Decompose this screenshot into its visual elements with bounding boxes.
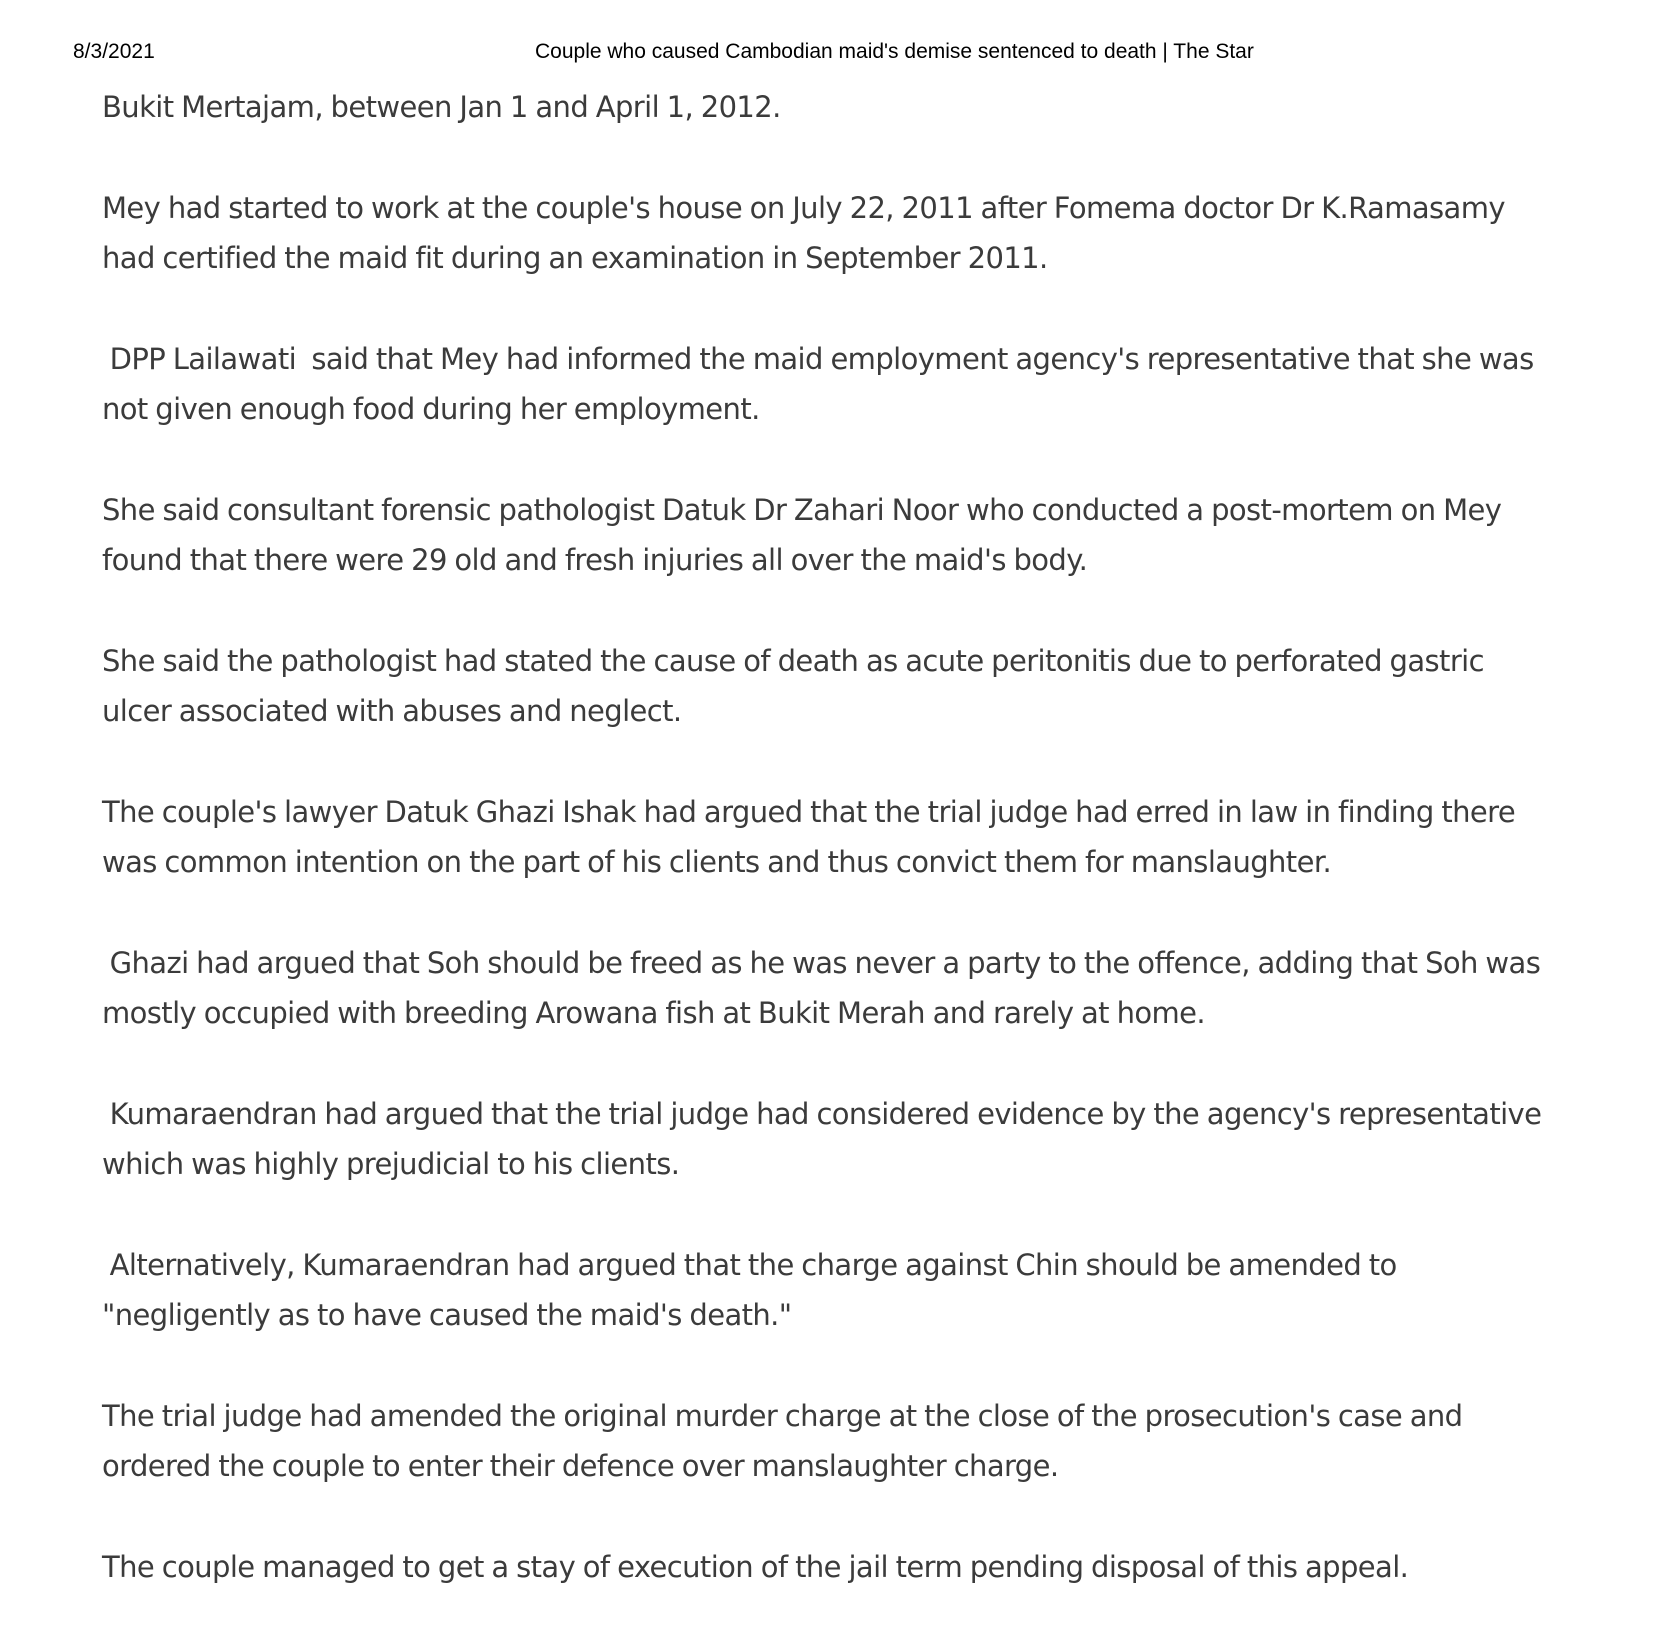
article-paragraph: Ghazi had argued that Soh should be freed as he was never a party to the offence, adding that Soh was mostly occupied with breeding Arowana fish at Bukit Merah and rarely at home. [102,946,1548,1030]
article-body [102,82,1552,1643]
article-paragraph: Bukit Mertajam, between Jan 1 and April 1, 2012. [102,90,781,124]
article-paragraph: DPP Lailawati said that Mey had informed the maid employment agency's representative that she was not given enough food during her employment. [102,342,1542,426]
article-paragraph: Mey had started to work at the couple's house on July 22, 2011 after Fomema doctor Dr K.Ramasamy had certified the maid fit during an examination in September 2011. [102,191,1513,275]
article-paragraph: Kumaraendran had argued that the trial judge had considered evidence by the agency's representative which was highly prejudicial to his clients. [102,1097,1549,1181]
print-header [0,40,1653,70]
article-paragraph: The couple managed to get a stay of execution of the jail term pending disposal of this appeal. [102,1550,1409,1584]
article-paragraph: The couple's lawyer Datuk Ghazi Ishak had argued that the trial judge had erred in law in finding there was common intention on the part of his clients and thus convict them for manslaughter. [102,795,1523,879]
article-paragraph: Alternatively, Kumaraendran had argued that the charge against Chin should be amended to "negligently as to have caused the maid's death." [102,1248,1405,1332]
article-paragraph: She said consultant forensic pathologist Datuk Dr Zahari Noor who conducted a post-mortem on Mey found that there were 29 old and fresh injuries all over the maid's body. [102,493,1509,577]
article-paragraph: The trial judge had amended the original murder charge at the close of the prosecution's case and ordered the couple to enter their defence over manslaughter charge. [102,1399,1471,1483]
article-paragraph: She said the pathologist had stated the cause of death as acute peritonitis due to perforated gastric ulcer associated with abuses and neglect. [102,644,1492,728]
print-page-title: Couple who caused Cambodian maid's demise sentenced to death | The Star [535,40,1254,63]
print-date: 8/3/2021 [73,40,155,63]
